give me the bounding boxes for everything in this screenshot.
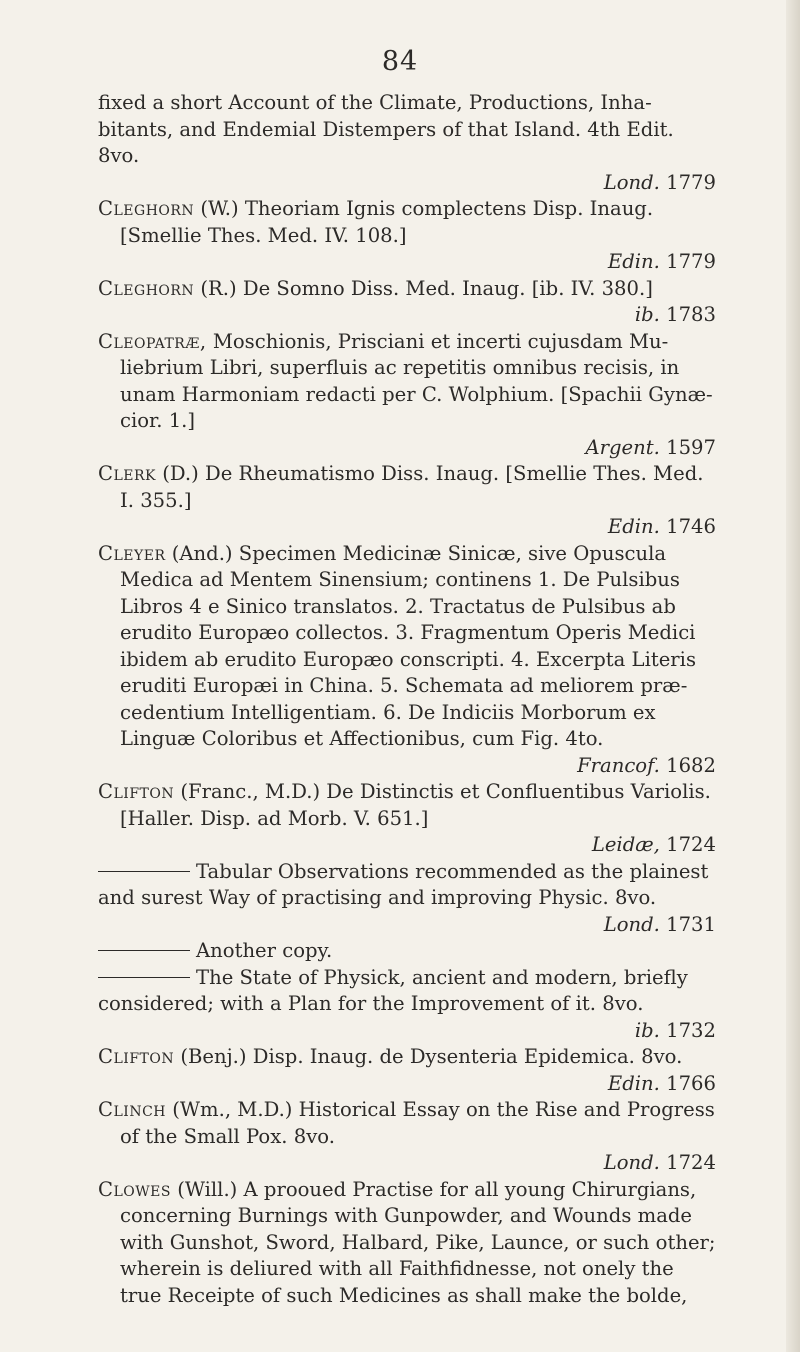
page-number: 84: [381, 46, 419, 77]
ditto-dash: [98, 871, 190, 872]
imprint-year: 1724: [666, 1151, 716, 1174]
entry-body: fixed a short Account of the Climate, Productions, Inhabitants, and Endemial Distempers of that Island. 4th Edit. 8vo.: [98, 91, 674, 167]
entry-heading: Cleopatræ,: [98, 329, 207, 353]
catalogue-entry: [98, 541, 716, 780]
entry-imprint: [120, 1150, 716, 1177]
entry-heading: Cleghorn: [98, 276, 195, 300]
catalogue-entry: [98, 276, 716, 329]
imprint-place: Lond.: [603, 1151, 660, 1174]
entry-body: Tabular Observations recommended as the plainest and surest Way of practising and improving Physic. 8vo.: [98, 859, 709, 909]
imprint-year: 1779: [666, 170, 716, 194]
imprint-year: 1779: [666, 250, 716, 273]
entry-imprint: [120, 753, 716, 780]
imprint-place: Lond.: [603, 912, 660, 936]
entry-body: (Will.) A prooued Practise for all young Chirurgians, concerning Burnings with Gunpowder, and Wounds made with Gunshot, Sword, Halbard, Pike, Launce, or such other; wherein is deliured with all Faithfidnesse, not onely the true Receipte of such Medicines as shall make the bolde,: [120, 1177, 716, 1307]
entry-body: (Franc., M.D.) De Distinctis et Confluentibus Variolis. [Haller. Disp. ad Morb. V. 651.]: [120, 780, 711, 830]
imprint-year: 1724: [666, 833, 716, 856]
entry-imprint: [120, 514, 716, 541]
catalogue-entry: [98, 1044, 716, 1097]
imprint-year: 1783: [666, 303, 716, 326]
catalogue-entry: [98, 461, 716, 541]
imprint-place: Edin.: [607, 250, 660, 273]
catalogue-entry: [98, 779, 716, 859]
imprint-year: 1731: [666, 912, 716, 936]
entry-imprint: [120, 832, 716, 859]
catalogue-entry: [98, 938, 716, 965]
entry-heading: Clifton: [98, 780, 175, 803]
entry-body: (W.) Theoriam Ignis complectens Disp. Inaug. [Smellie Thes. Med. IV. 108.]: [120, 197, 654, 247]
imprint-year: 1732: [666, 1018, 716, 1042]
entry-imprint: [98, 170, 716, 197]
imprint-year: 1766: [666, 1071, 716, 1095]
imprint-place: ib.: [634, 1018, 660, 1042]
catalogue-entry: [98, 1097, 716, 1177]
entry-body: (Benj.) Disp. Inaug. de Dysenteria Epidemica. 8vo.: [180, 1045, 683, 1068]
imprint-place: Leidæ,: [591, 833, 660, 856]
entry-imprint: [120, 1071, 716, 1098]
imprint-place: Francof.: [577, 753, 660, 777]
imprint-place: ib.: [634, 303, 660, 326]
catalogue-entry: [98, 90, 716, 196]
entry-body: (Wm., M.D.) Historical Essay on the Rise and Progress of the Small Pox. 8vo.: [120, 1098, 715, 1148]
entry-heading: Cleyer: [98, 541, 166, 565]
entry-imprint: [120, 302, 716, 329]
entry-imprint: [98, 912, 716, 939]
catalogue-entry: [98, 196, 716, 276]
entry-body: (R.) De Somno Diss. Med. Inaug. [ib. IV. 380.]: [200, 276, 653, 300]
imprint-place: Argent.: [585, 435, 660, 459]
imprint-place: Lond.: [603, 170, 660, 194]
entry-body: (D.) De Rheumatismo Diss. Inaug. [Smellie Thes. Med. I. 355.]: [120, 462, 704, 512]
catalogue-entry: [98, 329, 716, 462]
entry-imprint: [98, 1018, 716, 1045]
entry-heading: Clerk: [98, 462, 157, 485]
catalogue-entry: [98, 965, 716, 1045]
catalogue-entry: [98, 859, 716, 939]
entry-imprint: [120, 249, 716, 276]
entry-body: (And.) Specimen Medicinæ Sinicæ, sive Opuscula Medica ad Mentem Sinensium; continens 1. De Pulsibus Libros 4 e Sinico translatos. 2. Tractatus de Pulsibus ab erudito Europæo collectos. 3. Fragmentum Operis Medici ibidem ab erudito Europæo conscripti. 4. Excerpta Literis eruditi Europæi in China. 5. Schemata ad meliorem præcedentium Intelligentiam. 6. De Indiciis Morborum ex Linguæ Coloribus et Affectionibus, cum Fig. 4to.: [120, 541, 696, 750]
imprint-year: 1746: [666, 515, 716, 538]
entry-heading: Clinch: [98, 1098, 166, 1121]
catalogue-text: [98, 90, 716, 1309]
entry-imprint: [120, 435, 716, 462]
ditto-dash: [98, 950, 190, 951]
entry-heading: Clowes: [98, 1177, 171, 1201]
ditto-dash: [98, 977, 190, 978]
imprint-place: Edin.: [607, 515, 660, 538]
entry-body: Another copy.: [196, 939, 333, 962]
imprint-year: 1682: [666, 753, 716, 777]
entry-heading: Clifton: [98, 1045, 175, 1068]
catalogue-entry: [98, 1177, 716, 1310]
imprint-year: 1597: [666, 435, 716, 459]
entry-body: The State of Physick, ancient and modern, briefly considered; with a Plan for the Improvement of it. 8vo.: [98, 965, 688, 1015]
imprint-place: Edin.: [607, 1071, 660, 1095]
page-edge: [786, 0, 800, 1352]
entry-body: Moschionis, Prisciani et incerti cujusdam Muliebrium Libri, superfluis ac repetitis omnibus recisis, in unam Harmoniam redacti per C. Wolphium. [Spachii Gynæcior. 1.]: [120, 329, 713, 432]
entry-heading: Cleghorn: [98, 197, 195, 220]
